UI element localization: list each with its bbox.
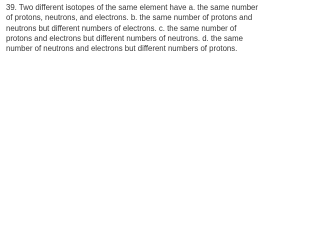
question-text: 39. Two different isotopes of the same element have a. the same number of protons, neutrons, and electrons. b. the same number of protons and neutrons but different numbers of electrons. c. the same number of protons and electrons but different numbers of neutrons. d. the same number of neutrons and electrons but different numbers of protons. (6, 3, 258, 54)
